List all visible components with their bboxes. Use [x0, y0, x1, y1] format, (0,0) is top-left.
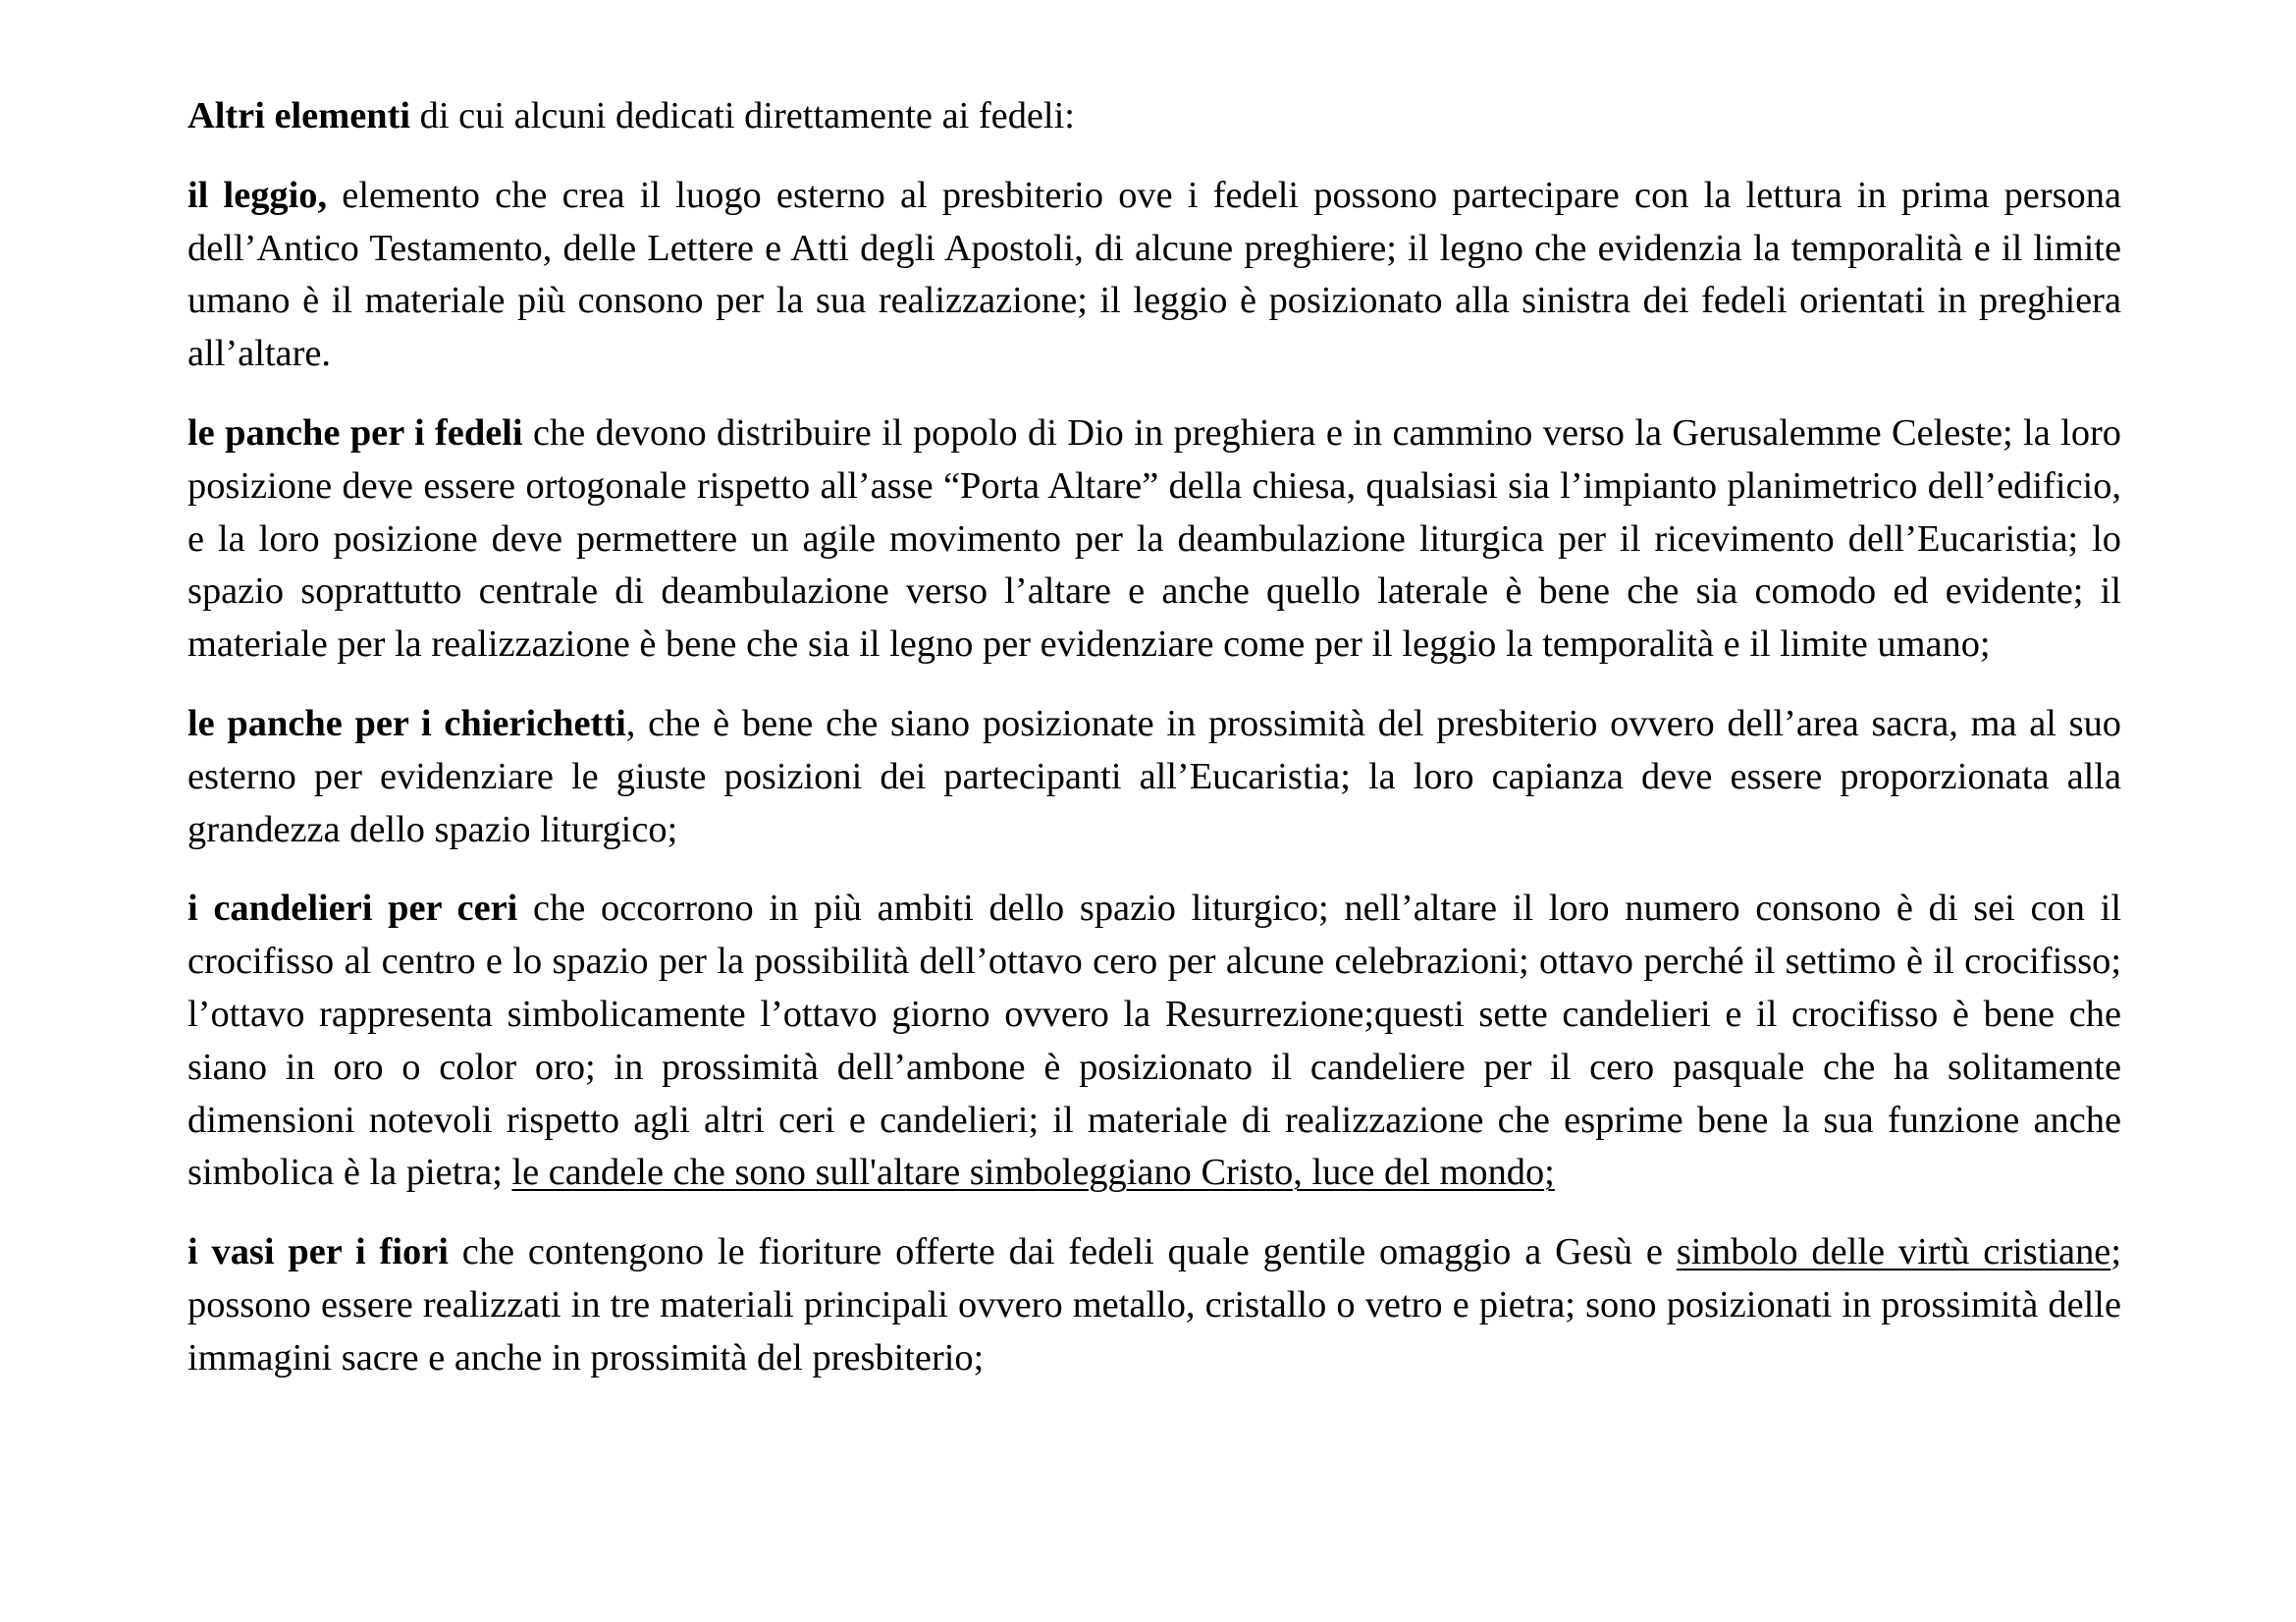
paragraph-text: elemento che crea il luogo esterno al presbiterio ove i fedeli possono partecipare con la lettura in prima persona dell’Antico Testamento, delle Lettere e Atti degli Apostoli, di alcune preghiere; il legno che evidenzia la temporalità e il limite umano è il materiale più consono per la sua realizzazione; il leggio è posizionato alla sinistra dei fedeli orientati in preghiera all’altare. [187, 174, 2121, 375]
paragraph-lead: Altri elementi [187, 95, 411, 136]
paragraph-text: che devono distribuire il popolo di Dio in preghiera e in cammino verso la Gerusalemme Celeste; la loro posizione deve essere ortogonale rispetto all’asse “Porta Altare” della chiesa, qualsiasi sia l’impianto planimetrico dell’edificio, e la loro posizione deve permettere un agile movimento per la deambulazione liturgica per il ricevimento dell’Eucaristia; lo spazio soprattutto centrale di deambulazione verso l’altare e anche quello laterale è bene che sia comodo ed evidente; il materiale per la realizzazione è bene che sia il legno per evidenziare come per il leggio la temporalità e il limite umano; [187, 411, 2121, 666]
paragraph-tail-text: ; possono essere realizzati in tre materiali principali ovvero metallo, cristallo o vetro e pietra; sono posizionati in prossimità delle immagini sacre e anche in prossimità del presbiterio; [187, 1231, 2121, 1379]
paragraph-lead: i vasi per i fiori [187, 1231, 449, 1273]
paragraph-lead: il leggio, [187, 174, 328, 216]
vasi-fiori-paragraph [187, 1226, 2121, 1384]
panche-fedeli-paragraph [187, 407, 2121, 672]
paragraph-text: di cui alcuni dedicati direttamente ai fedeli: [410, 95, 1075, 136]
paragraph-lead: i candelieri per ceri [187, 888, 518, 930]
panche-chierichetti-paragraph [187, 698, 2121, 856]
paragraph-lead: le panche per i fedeli [187, 411, 523, 454]
leggio-paragraph [187, 170, 2121, 381]
paragraph-lead: le panche per i chierichetti [187, 702, 626, 744]
document-page [187, 90, 2121, 1412]
paragraph-text: che occorrono in più ambiti dello spazio liturgico; nell’altare il loro numero consono è di sei con il crocifisso al centro e lo spazio per la possibilità dell’ottavo cero per alcune celebrazioni; ottavo perché il settimo è il crocifisso; l’ottavo rappresenta simbolicamente l’ottavo giorno ovvero la Resurrezione;questi sette candelieri e il crocifisso è bene che siano in oro o color oro; in prossimità dell’ambone è posizionato il candeliere per il cero pasquale che ha solitamente dimensioni notevoli rispetto agli altri ceri e candelieri; il materiale di realizzazione che esprime bene la sua funzione anche simbolica è la pietra; [187, 888, 2121, 1194]
candelieri-paragraph [187, 883, 2121, 1200]
paragraph-text: che contengono le fioriture offerte dai fedeli quale gentile omaggio a Gesù e [448, 1231, 1677, 1273]
paragraph-text: , che è bene che siano posizionate in prossimità del presbiterio ovvero dell’area sacra, ma al suo esterno per evidenziare le giuste posizioni dei partecipanti all’Eucaristia; la loro capianza deve essere proporzionata alla grandezza dello spazio liturgico; [187, 702, 2121, 850]
underlined-text: simbolo delle virtù cristiane [1676, 1231, 2111, 1273]
intro-paragraph [187, 90, 2121, 143]
underlined-text: le candele che sono sull'altare simboleggiano Cristo, luce del mondo; [511, 1152, 1555, 1194]
